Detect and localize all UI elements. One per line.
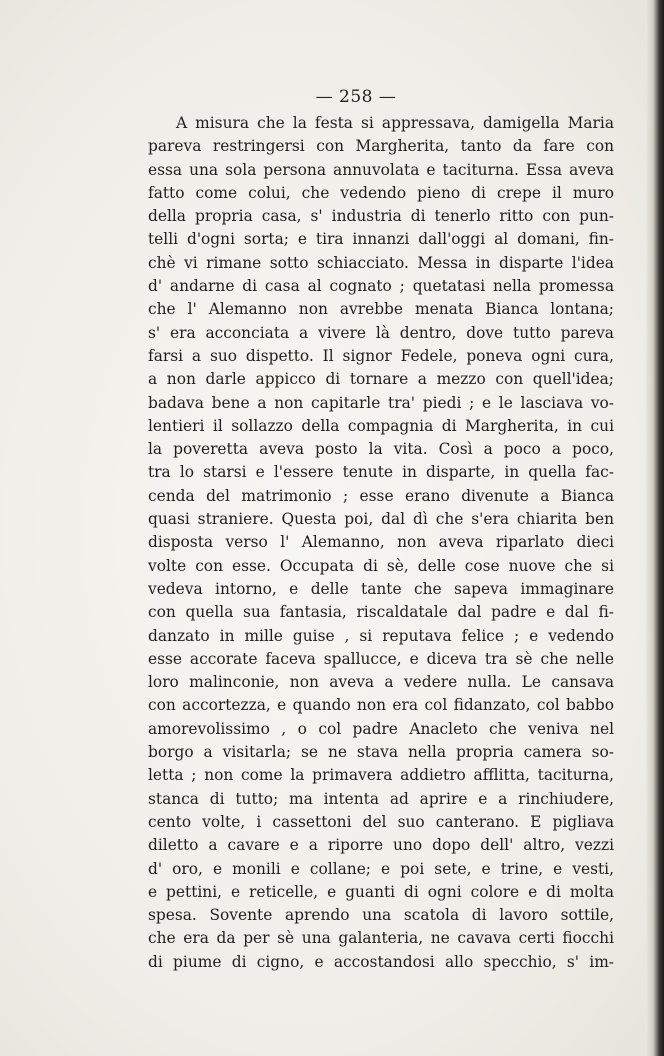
text-line: badava bene a non capitarle tra' piedi ; e le lasciava vo- xyxy=(148,393,614,412)
text-line: e pettini, e reticelle, e guanti di ogni colore e di molta xyxy=(148,882,614,901)
text-line: A misura che la festa si appressava, damigella Maria xyxy=(176,114,614,132)
text-line: spesa. Sovente aprendo una scatola di lavoro sottile, xyxy=(148,906,614,925)
text-line: chè vi rimane sotto schiacciato. Messa in disparte l'idea xyxy=(148,253,614,272)
text-line: che era da per sè una galanteria, ne cavava certi fiocchi xyxy=(148,929,614,948)
text-line: amorevolissimo , o col padre Anacleto che veniva nel xyxy=(148,719,614,738)
text-line: telli d'ogni sorta; e tira innanzi dall'oggi al domani, fin- xyxy=(148,230,614,249)
text-line: fatto come colui, che vedendo pieno di crepe il muro xyxy=(148,183,614,202)
text-line: vedeva intorno, e delle tante che sapeva immaginare xyxy=(148,579,614,598)
text-line: lentieri il sollazzo della compagnia di Margherita, in cui xyxy=(148,416,614,435)
text-line: di piume di cigno, e accostandosi allo specchio, s' im- xyxy=(148,952,614,971)
text-line: d' oro, e monili e collane; e poi sete, e trine, e vesti, xyxy=(148,859,614,878)
text-line: con quella sua fantasia, riscaldatale dal padre e dal fi- xyxy=(148,603,614,622)
text-line: stanca di tutto; ma intenta ad aprire e a rinchiudere, xyxy=(148,789,614,808)
text-line: esse accorate faceva spallucce, e diceva tra sè che nelle xyxy=(148,649,614,668)
text-line: che l' Alemanno non avrebbe menata Bianca lontana; xyxy=(148,300,614,319)
text-line: s' era acconciata a vivere là dentro, dove tutto pareva xyxy=(148,323,614,342)
text-line: con accortezza, e quando non era col fidanzato, col babbo xyxy=(148,696,614,715)
text-line: borgo a visitarla; se ne stava nella propria camera so- xyxy=(148,743,614,762)
text-line: d' andarne di casa al cognato ; quetatasi nella promessa xyxy=(148,277,614,296)
text-line: volte con esse. Occupata di sè, delle cose nuove che si xyxy=(148,556,614,575)
page-edge-shadow xyxy=(646,0,664,1056)
text-line: letta ; non come la primavera addietro afflitta, taciturna, xyxy=(148,766,614,785)
text-line: tra lo starsi e l'essere tenute in disparte, in quella fac- xyxy=(148,463,614,482)
text-line: cenda del matrimonio ; esse erano divenute a Bianca xyxy=(148,486,614,505)
text-line: danzato in mille guise , si reputava felice ; e vedendo xyxy=(148,626,614,645)
body-text xyxy=(148,112,614,974)
text-line: cento volte, i cassettoni del suo canterano. E pigliava xyxy=(148,812,614,831)
text-line: diletto a cavare e a riporre uno dopo dell' altro, vezzi xyxy=(148,836,614,855)
text-line: loro malinconie, non aveva a vedere nulla. Le cansava xyxy=(148,673,614,692)
text-line: disposta verso l' Alemanno, non aveva riparlato dieci xyxy=(148,533,614,552)
text-line: pareva restringersi con Margherita, tanto da fare con xyxy=(148,137,614,156)
text-line: la poveretta aveva posto la vita. Così a poco a poco, xyxy=(148,440,614,459)
text-line: essa una sola persona annuvolata e taciturna. Essa aveva xyxy=(148,160,614,179)
text-line: a non darle appicco di tornare a mezzo con quell'idea; xyxy=(148,370,614,389)
text-line: quasi straniere. Questa poi, dal dì che s'era chiarita ben xyxy=(148,510,614,529)
page-number: — 258 — xyxy=(315,87,397,107)
text-line: della propria casa, s' industria di tenerlo ritto con pun- xyxy=(148,207,614,226)
text-line: farsi a suo dispetto. Il signor Fedele, poneva ogni cura, xyxy=(148,346,614,365)
